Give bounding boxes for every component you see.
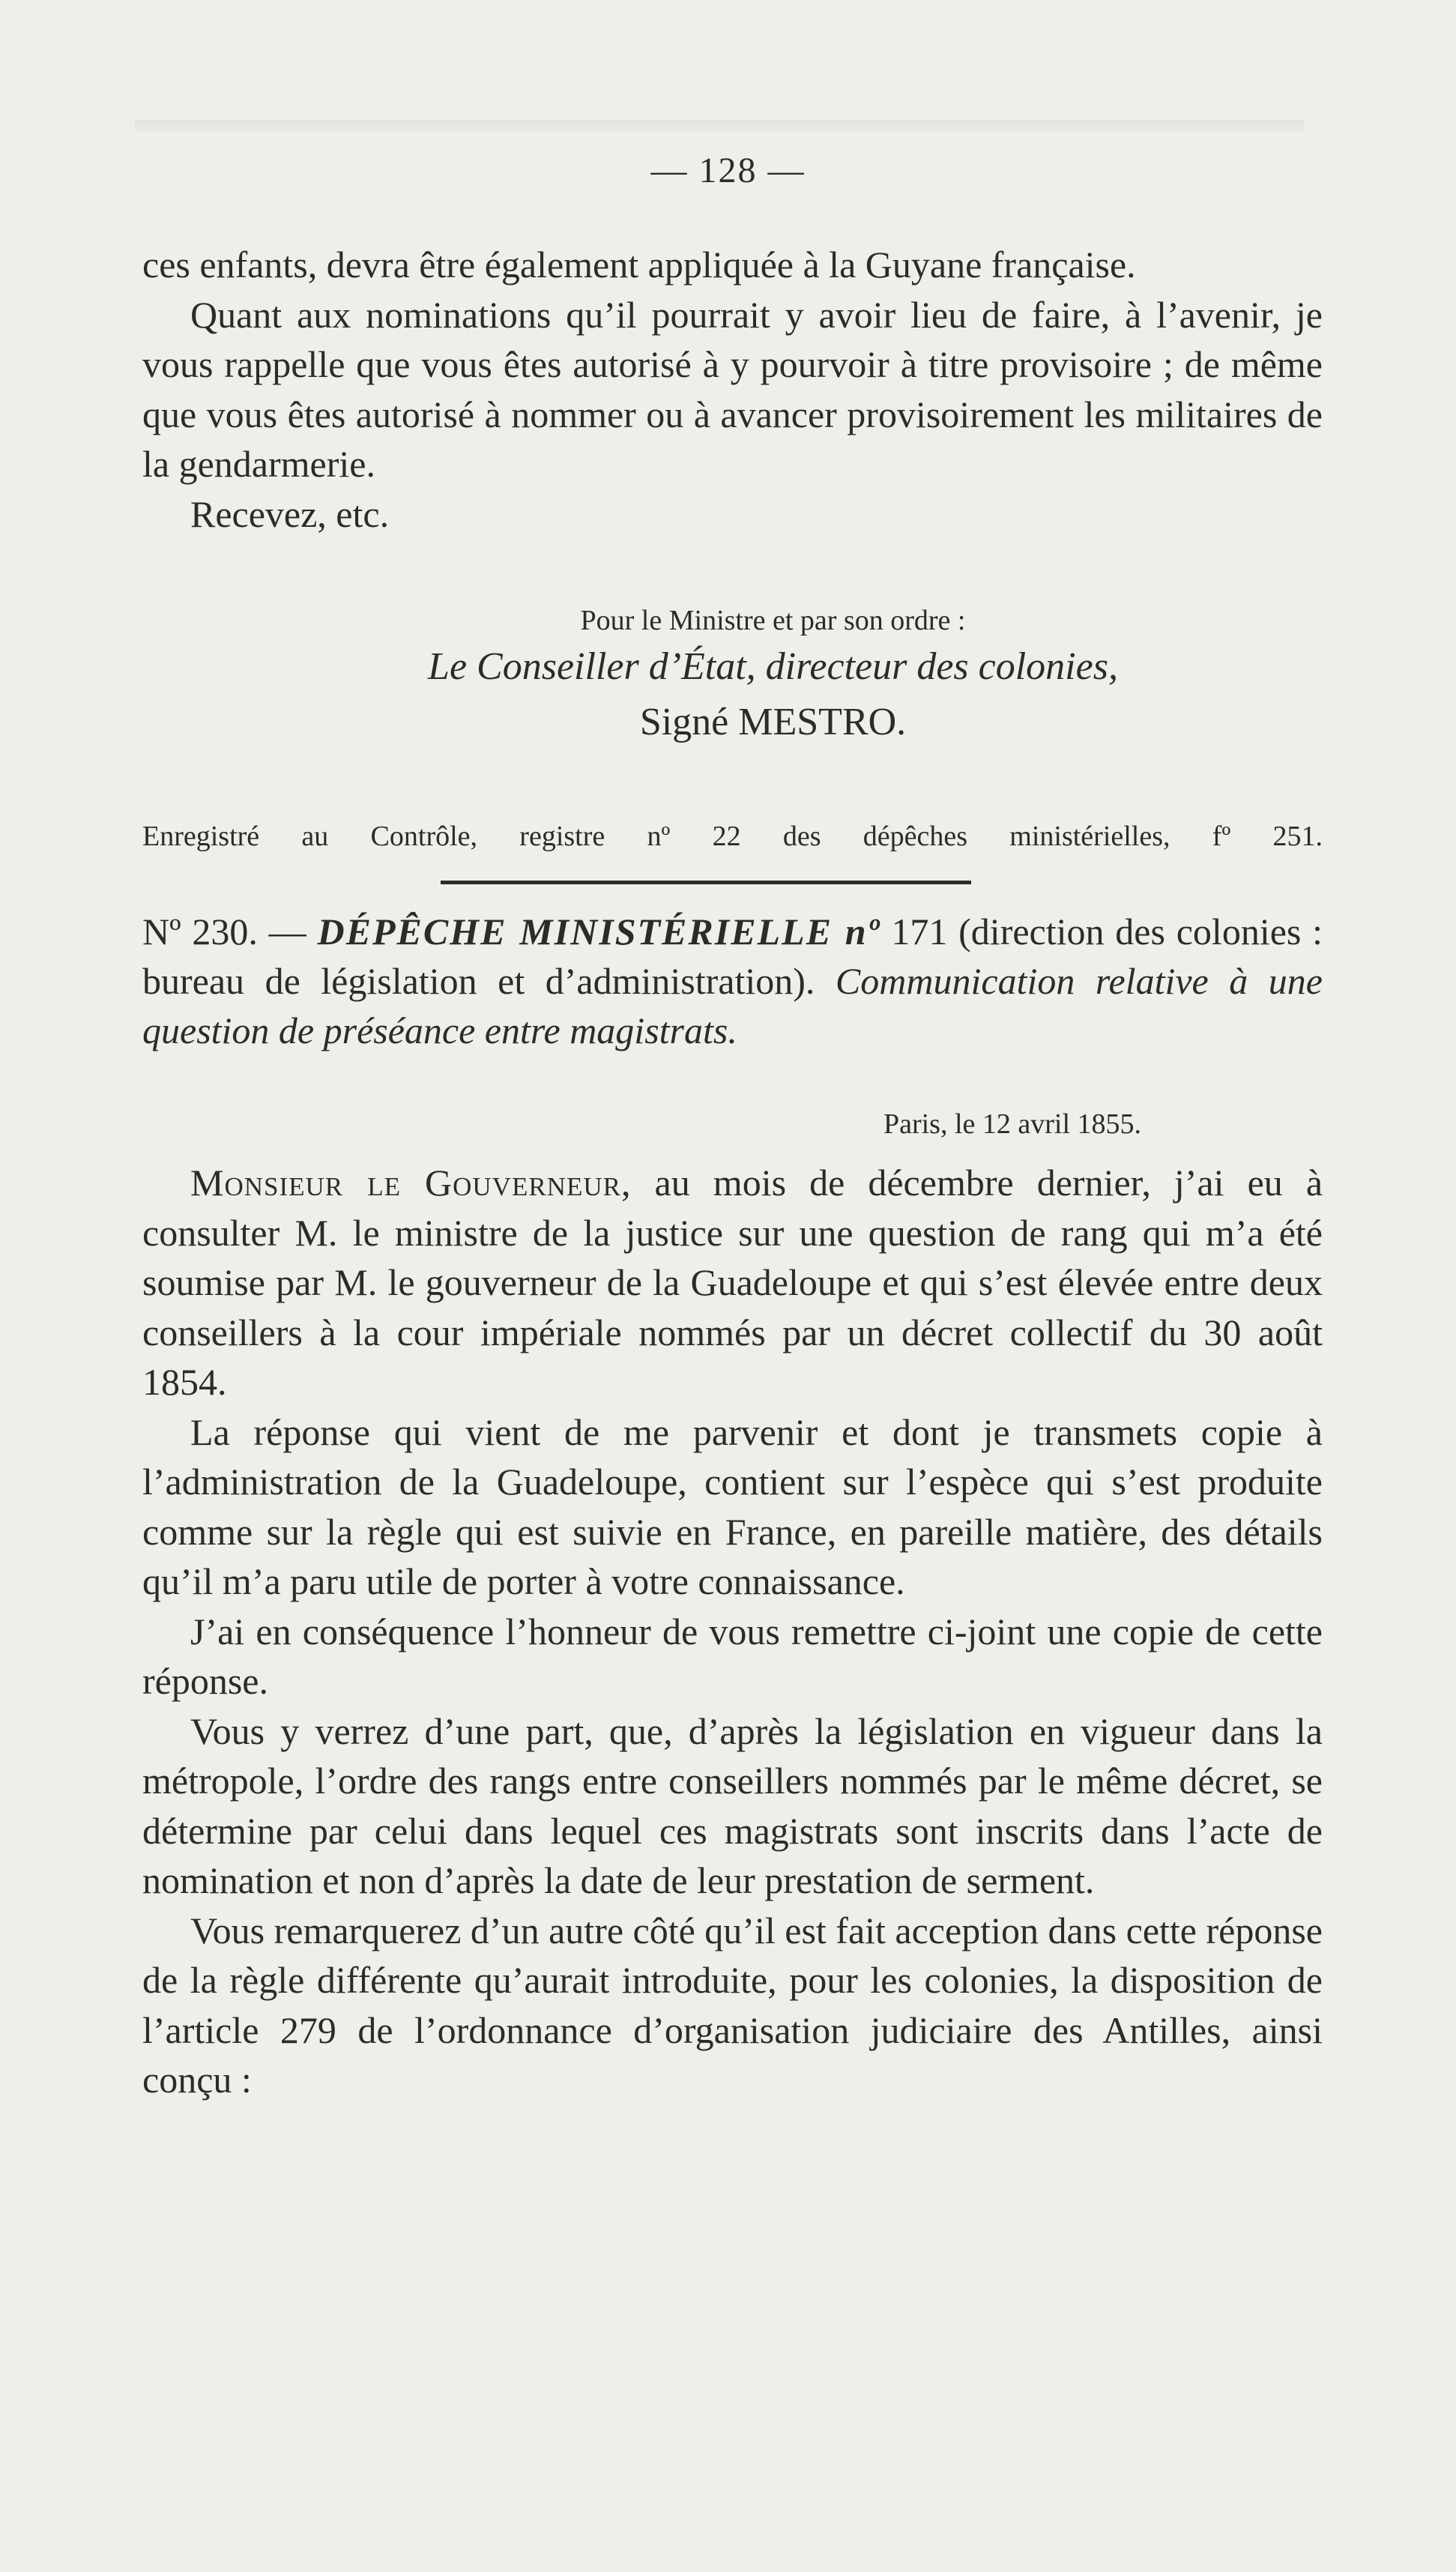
paragraph-consultation: au mois de décembre dernier, j’ai eu à consulter M. le ministre de la justice sur une question de rang qui m’a été soumise par M. le gouverneur de la Guadeloupe et qui s’est élevée entre deux conseillers à la cour impériale nommés par un décret collectif du 30 août 1854. xyxy=(142,1162,1323,1403)
dispatch-direction: (direction des colonies : bureau de législation et d’administration). xyxy=(142,911,1323,1002)
dispatch-subject: Communication relative à une question de préséance entre magistrats. xyxy=(142,960,1323,1051)
section-divider xyxy=(441,881,971,884)
bleed-through-band xyxy=(135,120,1304,132)
dispatch-number: Nº 230. — xyxy=(142,911,306,953)
paragraph-closing: Recevez, etc. xyxy=(190,492,390,535)
dispatch-heading xyxy=(142,907,1323,1055)
dispatch-title: DÉPÊCHE MINISTÉRIELLE nº xyxy=(317,911,880,953)
salutation: Monsieur le Gouverneur, xyxy=(190,1162,632,1204)
paragraph-continuation: ces enfants, devra être également appliquée à la Guyane française. xyxy=(142,244,1136,286)
paragraph-response: La réponse qui vient de me parvenir et dont je transmets copie à l’administration de la Guadeloupe, contient sur l’espèce qui s’est produite comme sur la règle qui est suivie en France, en pareille matière, des détails qu’il m’a paru utile de porter à votre connaissance. xyxy=(142,1410,1323,1602)
registration-note: Enregistré au Contrôle, registre nº 22 des dépêches ministérielles, fº 251. xyxy=(142,821,1323,852)
paragraph-nominations: Quant aux nominations qu’il pourrait y avoir lieu de faire, à l’avenir, je vous rappelle que vous êtes autorisé à y pourvoir à titre provisoire ; de même que vous êtes autorisé à nommer ou à avancer provisoirement les militaires de la gendarmerie. xyxy=(142,293,1323,485)
signature-line-2: Le Conseiller d’État, directeur des colonies, xyxy=(428,645,1118,688)
paragraph-ranks: Vous y verrez d’une part, que, d’après la législation en vigueur dans la métropole, l’ordre des rangs entre conseillers nommés par le même décret, se détermine par celui dans lequel ces magistrats sont inscrits dans l’acte de nomination et non d’après la date de leur prestation de serment. xyxy=(142,1709,1323,1901)
signature-line-3: Signé MESTRO. xyxy=(639,701,907,743)
place-date: Paris, le 12 avril 1855. xyxy=(883,1108,1141,1140)
paragraph-article: Vous remarquerez d’un autre côté qu’il est fait acception dans cette réponse de la règle différente qu’aurait introduite, pour les colonies, la disposition de l’article 279 de l’ordonnance d’organisation judiciaire des Antilles, ainsi conçu : xyxy=(142,1909,1323,2101)
main-text-block xyxy=(142,1158,1323,2105)
dispatch-title-number: 171 xyxy=(891,911,948,953)
paragraph-enclosure: J’ai en conséquence l’honneur de vous remettre ci-joint une copie de cette réponse. xyxy=(142,1610,1323,1702)
signature-line-1: Pour le Ministre et par son ordre : xyxy=(580,605,966,636)
paragraph-salutation xyxy=(142,1158,1323,1407)
top-text-block xyxy=(142,240,1323,539)
page-number: — 128 — xyxy=(650,151,806,190)
